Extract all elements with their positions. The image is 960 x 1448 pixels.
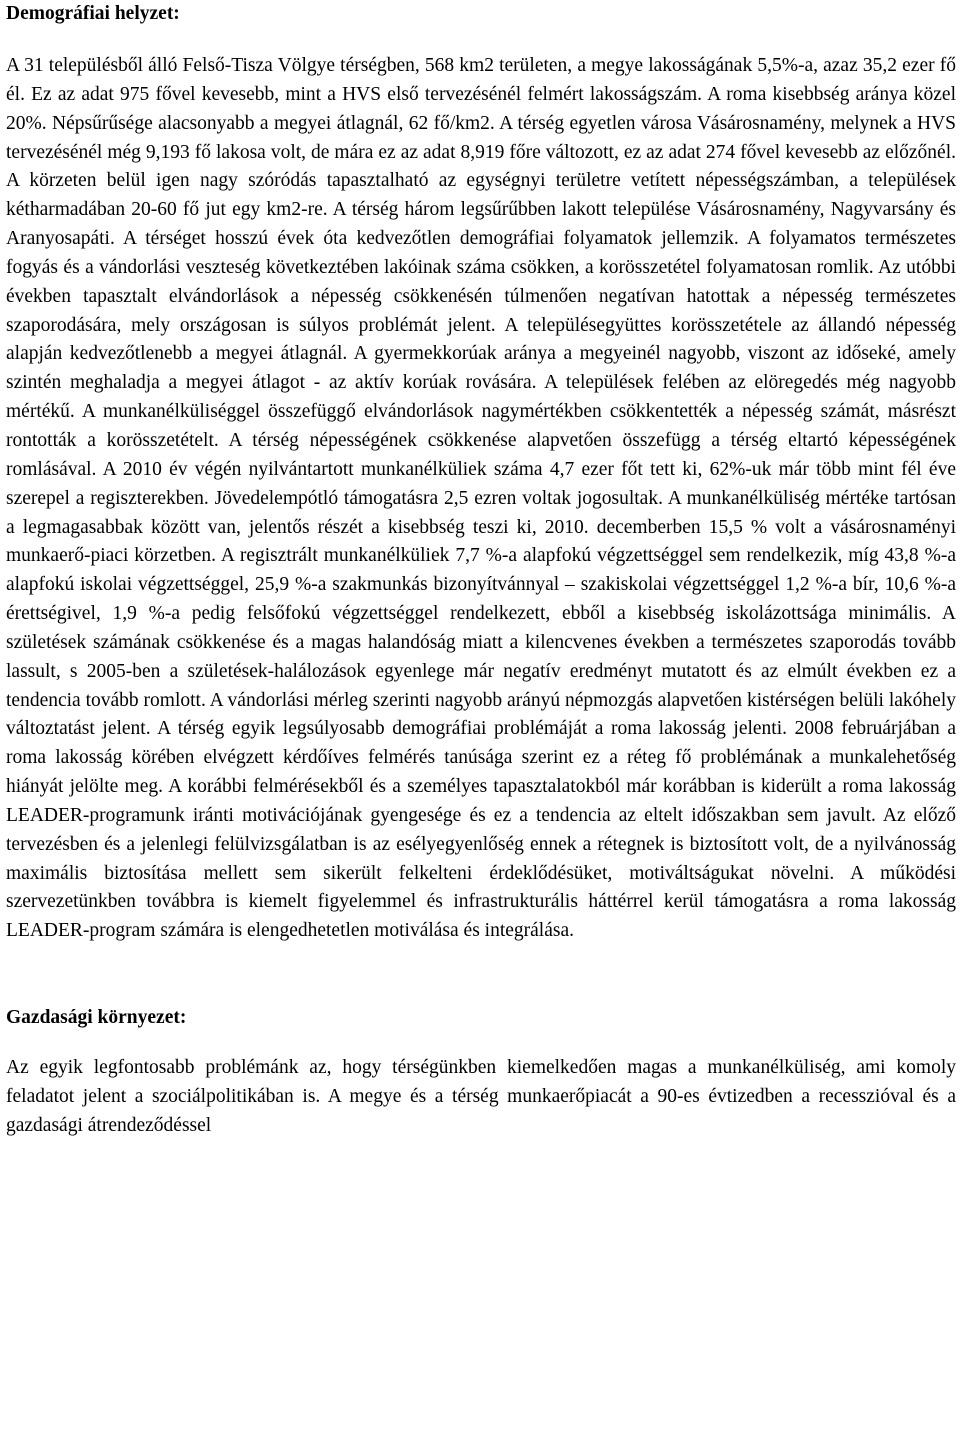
- section-body-economic: Az egyik legfontosabb problémánk az, hogy térségünkben kiemelkedően magas a munkanélküliség, ami komoly feladatot jelent a szociálpolitikában is. A megye és a térség munkaerőpiacát a 90-es évtizedben a recesszióval és a gazdasági átrendeződéssel: [6, 1057, 956, 1136]
- document-page: [6, 0, 956, 1141]
- section-heading-demographic: Demográfiai helyzet:: [6, 3, 180, 24]
- section-body-demographic: A 31 településből álló Felső-Tisza Völgye térségben, 568 km2 területen, a megye lakosságának 5,5%-a, azaz 35,2 ezer fő él. Ez az adat 975 fővel kevesebb, mint a HVS első tervezésénél felmért lakosságszám. A roma kisebbség aránya közel 20%. Népsűrűsége alacsonyabb a megyei átlagnál, 62 fő/km2. A térség egyetlen városa Vásárosnamény, melynek a HVS tervezésénél még 9,193 fő lakosa volt, de mára ez az adat 8,919 főre változott, ez az adat 274 fővel kevesebb az előzőnél. A körzeten belül igen nagy szóródás tapasztalható az egységnyi területre vetített népességszámban, a települések kétharmadában 20-60 fő jut egy km2-re. A térség három legsűrűbben lakott települése Vásárosnamény, Nagyvarsány és Aranyosapáti. A térséget hosszú évek óta kedvezőtlen demográfiai folyamatok jellemzik. A folyamatos természetes fogyás és a vándorlási veszteség következtében lakóinak száma csökken, a korösszetétel folyamatosan romlik. Az utóbbi években tapasztalt elvándorlások a népesség csökkenésén túlmenően negatívan hatottak a népesség természetes szaporodására, mely országosan is súlyos problémát jelent. A településegyüttes korösszetétele az állandó népesség alapján kedvezőtlenebb a megyei átlagnál. A gyermekkorúak aránya a megyeinél nagyobb, viszont az időseké, amely szintén meghaladja a megyei átlagot - az aktív korúak rovására. A települések felében az elöregedés még nagyobb mértékű. A munkanélküliséggel összefüggő elvándorlások nagymértékben csökkentették a népesség számát, másrészt rontották a korösszetételt. A térség népességének csökkenése alapvetően összefügg a térség eltartó képességének romlásával. A 2010 év végén nyilvántartott munkanélküliek száma 4,7 ezer főt tett ki, 62%-uk már több mint fél éve szerepel a regiszterekben. Jövedelempótló támogatásra 2,5 ezren voltak jogosultak. A munkanélküliség mértéke tartósan a legmagasabbak között van, jelentős részét a kisebbség teszi ki, 2010. decemberben 15,5 % volt a vásárosnaményi munkaerő-piaci körzetben. A regisztrált munkanélküliek 7,7 %-a alapfokú végzettséggel sem rendelkezik, míg 43,8 %-a alapfokú iskolai végzettséggel, 25,9 %-a szakmunkás bizonyítvánnyal – szakiskolai végzettséggel 1,2 %-a bír, 10,6 %-a érettségivel, 1,9 %-a pedig felsőfokú végzettséggel rendelkezett, ebből a kisebbség iskolázottsága minimális. A születések számának csökkenése és a magas halandóság miatt a kilencvenes években a természetes szaporodás tovább lassult, s 2005-ben a születések-halálozások egyenlege már negatív eredményt mutatott és az elmúlt években ez a tendencia tovább romlott. A vándorlási mérleg szerinti nagyobb arányú népmozgás alapvetően kistérségen belüli lakóhely változtatást jelent. A térség egyik legsúlyosabb demográfiai problémáját a roma lakosság jelenti. 2008 februárjában a roma lakosság körében elvégzett kérdőíves felmérés tanúsága szerint ez a réteg fő problémának a munkalehetőség hiányát jelölte meg. A korábbi felmérésekből és a személyes tapasztalatokból már korábban is kiderült a roma lakosság LEADER-programunk iránti motivációjának gyengesége és ez a tendencia az eltelt időszakban sem javult. Az előző tervezésben és a jelenlegi felülvizsgálatban is az esélyegyenlőség ennek a rétegnek is biztosított volt, de a nyilvánosság maximális biztosítása mellett sem sikerült felkelteni érdeklődésüket, motiváltságukat növelni. A működési szervezetünkben továbbra is kiemelt figyelemmel és infrastrukturális háttérrel kerül támogatásra a roma lakosság LEADER-program számára is elengedhetetlen motiválása és integrálása.: [6, 55, 956, 942]
- section-heading-economic: Gazdasági környezet:: [6, 1007, 187, 1029]
